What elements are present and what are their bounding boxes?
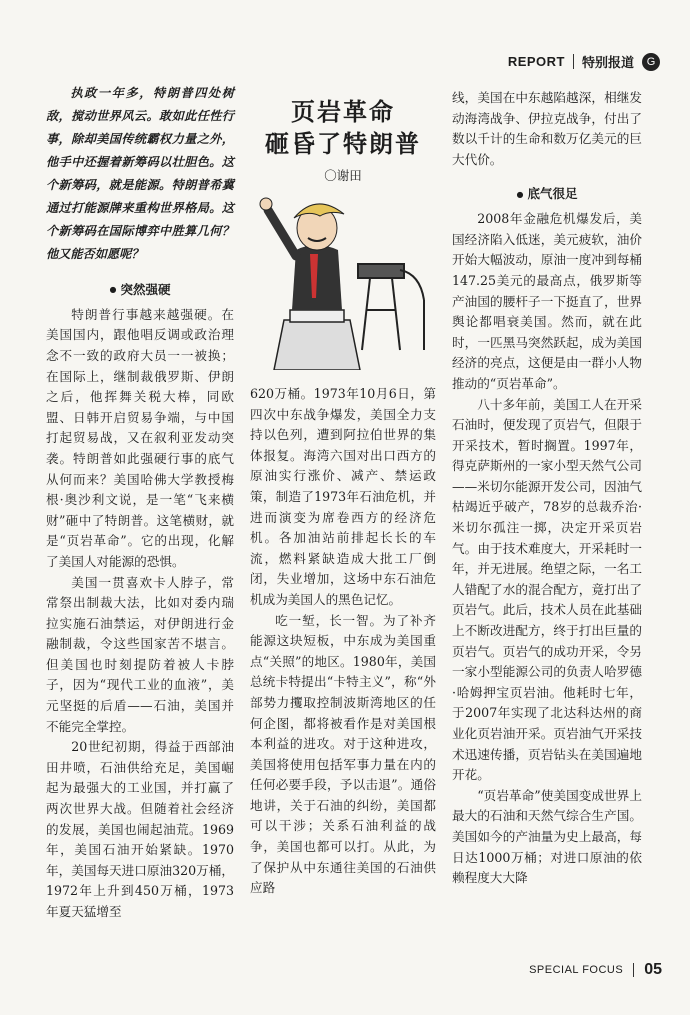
article-title-line1: 页岩革命 bbox=[291, 98, 395, 126]
article-title-line2: 砸昏了特朗普 bbox=[265, 130, 421, 158]
body-paragraph: 2008年金融危机爆发后，美国经济陷入低迷，美元疲软，油价开始大幅波动，原油一度冲到每桶147.25美元的最高点，俄罗斯等产油国的腰杆子一下挺直了，世界舆论都唱衰美国。然而，就在此时，一匹黑马突然跃起，成为美国经济的亮点，这便是由一群小人物推动的“页岩革命”。 bbox=[452, 211, 642, 391]
article-title-block bbox=[250, 96, 436, 184]
body-paragraph: 吃一堑，长一智。为了补齐能源这块短板，中东成为美国重点“关照”的地区。1980年，美国总统卡特提出“卡特主义”，称“外部势力攫取控制波斯湾地区的任何企图，都将被看作是对美国根本利益的进攻。对于这种进攻，美国将使用包括军事力量在内的任何必要手段，予以击退”。通俗地讲，关于石油的纠纷，美国都可以干涉；关系石油利益的战争，美国也都可以打。从此，为了保护从中东通往美国的石油供应路 bbox=[250, 612, 436, 896]
body-paragraph: “页岩革命”使美国变成世界上最大的石油和天然气综合生产国。美国如今的产油量为史上最高，每日达1000万桶；对进口原油的依赖程度大大降 bbox=[452, 787, 642, 886]
subheading-2 bbox=[452, 184, 642, 205]
subheading-1-text: 突然强硬 bbox=[120, 282, 171, 297]
header-section-en: REPORT bbox=[507, 54, 565, 69]
trump-oil-pump-illustration bbox=[250, 180, 436, 370]
lead-paragraph: 执政一年多，特朗普四处树敌，搅动世界风云。敢如此任性行事，除却美国传统霸权力量之外，他手中还握着新筹码以壮胆色。这个新筹码，就是能源。特朗普希冀通过打能源牌来重构世界格局。这个新筹码在国际博弈中胜算几何？他又能否如愿呢？ bbox=[46, 86, 234, 261]
page-footer bbox=[529, 961, 662, 979]
column-3 bbox=[452, 88, 642, 889]
magazine-logo-icon: G bbox=[642, 53, 660, 71]
body-paragraph: 八十多年前，美国工人在开采石油时，便发现了页岩气，但限于开采技术，暂时搁置。1997年，得克萨斯州的一家小型天然气公司——米切尔能源开发公司，因油气枯竭近乎破产，78岁的总裁乔治·米切尔孤注一掷，决定开采页岩气。由于技术难度大，开采耗时一年，并无进展。绝望之际，一名工人错配了水的混合配方，竟打出了页岩气。此后，技术人员在此基础上不断改进配方，终于打出巨量的页岩气。页岩气的成功开采，令另一家小型能源公司的负责人哈罗德·哈姆押宝页岩油。他耗时七年，于2007年实现了北达科达州的商业化页岩油开采。页岩油气开采技术迅速传播，页岩钻头在美国遍地开花。 bbox=[452, 396, 642, 783]
subheading-1 bbox=[46, 280, 234, 301]
footer-divider bbox=[633, 963, 634, 977]
statue-pedestal-icon bbox=[274, 310, 360, 370]
footer-section: SPECIAL FOCUS bbox=[529, 964, 624, 976]
column-2 bbox=[250, 384, 436, 899]
body-paragraph: 特朗普行事越来越强硬。在美国国内，跟他唱反调或政治理念不一致的政府大员一一被换；在国际上，继制裁俄罗斯、伊朗之后，他挥舞关税大棒，同欧盟、日韩开启贸易争端，与中国打起贸易战，又在叙利亚发动突袭。特朗普如此强硬行事的底气从何而来？美国哈佛大学教授梅根·奥沙利文说，是一笔“飞来横财”砸中了特朗普。这笔横财，就是“页岩革命”。它的出现，化解了美国人对能源的恐惧。 bbox=[46, 306, 234, 569]
body-paragraph: 620万桶。1973年10月6日，第四次中东战争爆发，美国全力支持以色列，遭到阿拉伯世界的集体报复。海湾六国对出口西方的原油实行涨价、减产、禁运政策，制造了1973年石油危机，并进而演变为席卷西方的经济危机。各加油站前排起长长的车流，燃料紧缺造成大批工厂倒闭，失业增加，这场中东石油危机成为美国人的黑色记忆。 bbox=[250, 386, 436, 607]
body-paragraph: 20世纪初期，得益于西部油田井喷，石油供给充足，美国崛起为最强大的工业国，并打赢了两次世界大战。但随着社会经济的发展，美国也闹起油荒。1969年，美国石油开始紧缺。1970年，美国每天进口原油320万桶，1972年上升到450万桶，1973年夏天猛增至 bbox=[46, 739, 234, 920]
body-paragraph: 线，美国在中东越陷越深，相继发动海湾战争、伊拉克战争，付出了数以千计的生命和数万亿美元的巨大代价。 bbox=[452, 90, 642, 167]
bullet-icon: ● bbox=[516, 189, 524, 199]
body-paragraph: 美国一贯喜欢卡人脖子，常常祭出制裁大法，比如对委内瑞拉实施石油禁运，对伊朗进行金融制裁，令这些国家苦不堪言。但美国也时刻提防着被人卡脖子，因为“现代工业的血液”，美元坚挺的后盾——石油，美国并不能完全掌控。 bbox=[46, 574, 234, 734]
article-author: 〇谢田 bbox=[324, 168, 362, 183]
page-header bbox=[508, 52, 660, 71]
header-section-cn: 特别报道 bbox=[581, 55, 634, 70]
trump-caricature-icon bbox=[260, 198, 344, 310]
column-1 bbox=[46, 82, 234, 923]
header-divider bbox=[573, 54, 574, 69]
subheading-2-text: 底气很足 bbox=[527, 186, 578, 202]
oil-pump-icon bbox=[358, 264, 424, 350]
bullet-icon: ● bbox=[109, 285, 117, 295]
page-number: 05 bbox=[644, 961, 662, 978]
